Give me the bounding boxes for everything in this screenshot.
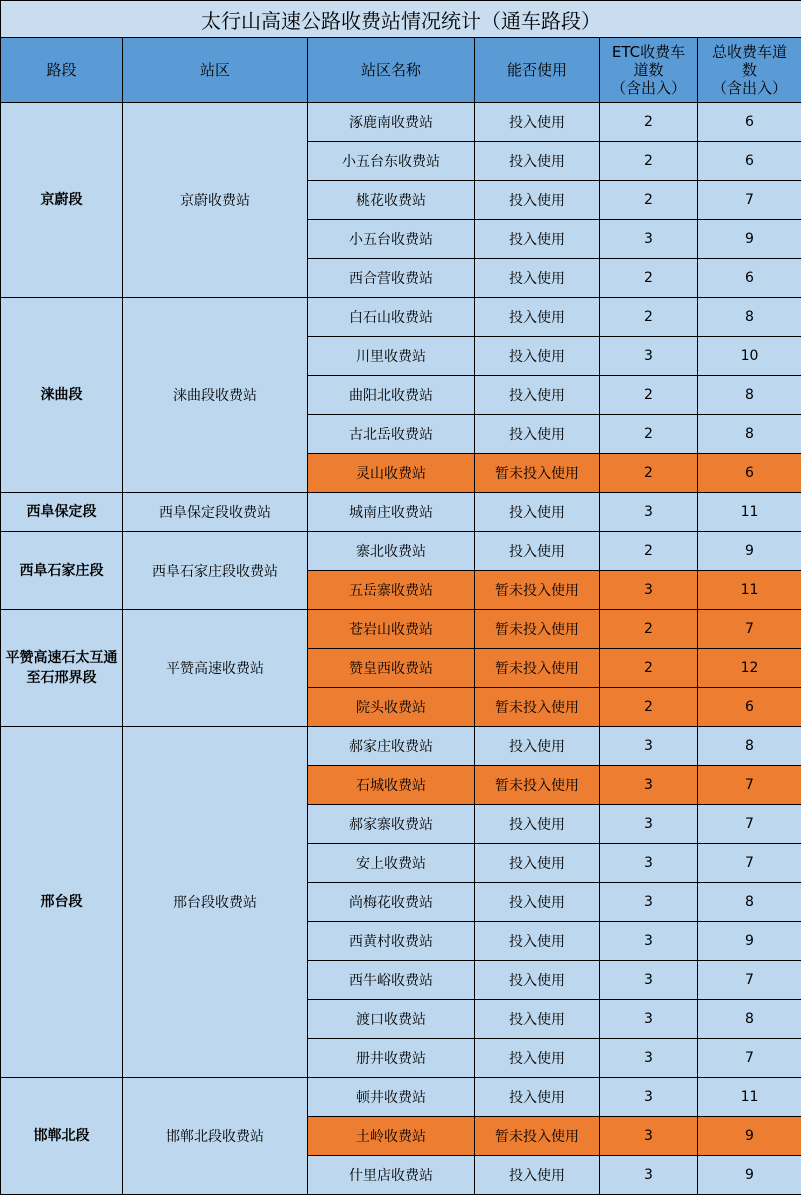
etc-lane-count: 3 (600, 883, 698, 922)
etc-lane-count: 2 (600, 454, 698, 493)
station-name: 尚梅花收费站 (308, 883, 475, 922)
total-lane-count: 8 (698, 1000, 801, 1039)
table-row (1, 610, 801, 649)
etc-lane-count: 2 (600, 181, 698, 220)
header-station: 站区名称 (308, 38, 475, 103)
etc-lane-count: 3 (600, 1000, 698, 1039)
total-lane-count: 7 (698, 844, 801, 883)
usage-status: 投入使用 (475, 1156, 600, 1195)
usage-status: 暂未投入使用 (475, 571, 600, 610)
usage-status: 投入使用 (475, 142, 600, 181)
etc-lane-count: 3 (600, 1039, 698, 1078)
station-name: 白石山收费站 (308, 298, 475, 337)
etc-lane-count: 3 (600, 961, 698, 1000)
station-name: 西黄村收费站 (308, 922, 475, 961)
total-lane-count: 11 (698, 1078, 801, 1117)
station-name: 土岭收费站 (308, 1117, 475, 1156)
total-lane-count: 7 (698, 805, 801, 844)
station-name: 顿井收费站 (308, 1078, 475, 1117)
area-name: 平赞高速收费站 (123, 610, 308, 727)
total-lane-count: 11 (698, 571, 801, 610)
etc-lane-count: 2 (600, 649, 698, 688)
usage-status: 投入使用 (475, 298, 600, 337)
header-segment: 路段 (1, 38, 123, 103)
total-lane-count: 6 (698, 454, 801, 493)
table-row (1, 493, 801, 532)
area-name: 京蔚收费站 (123, 103, 308, 298)
segment-name: 涞曲段 (1, 298, 123, 493)
table-row (1, 298, 801, 337)
total-lane-count: 7 (698, 1039, 801, 1078)
header-etc-lanes (600, 38, 698, 103)
table-title: 太行山高速公路收费站情况统计（通车路段） (1, 1, 801, 38)
station-name: 川里收费站 (308, 337, 475, 376)
total-lane-count: 11 (698, 493, 801, 532)
segment-name: 邯郸北段 (1, 1078, 123, 1195)
etc-lane-count: 2 (600, 142, 698, 181)
usage-status: 投入使用 (475, 181, 600, 220)
etc-lane-count: 3 (600, 220, 698, 259)
usage-status: 投入使用 (475, 220, 600, 259)
total-lane-count: 8 (698, 376, 801, 415)
table-row (1, 1078, 801, 1117)
total-lane-count: 8 (698, 727, 801, 766)
area-name: 西阜保定段收费站 (123, 493, 308, 532)
total-lane-count: 8 (698, 883, 801, 922)
table-row (1, 103, 801, 142)
segment-name: 西阜保定段 (1, 493, 123, 532)
usage-status: 投入使用 (475, 103, 600, 142)
area-name: 西阜石家庄段收费站 (123, 532, 308, 610)
station-name: 苍岩山收费站 (308, 610, 475, 649)
usage-status: 投入使用 (475, 259, 600, 298)
usage-status: 暂未投入使用 (475, 1117, 600, 1156)
station-name: 西合营收费站 (308, 259, 475, 298)
segment-name: 京蔚段 (1, 103, 123, 298)
total-lane-count: 10 (698, 337, 801, 376)
usage-status: 投入使用 (475, 805, 600, 844)
usage-status: 投入使用 (475, 1000, 600, 1039)
station-name: 曲阳北收费站 (308, 376, 475, 415)
etc-lane-count: 3 (600, 571, 698, 610)
etc-lane-count: 2 (600, 532, 698, 571)
header-total-lanes (698, 38, 801, 103)
etc-lane-count: 2 (600, 415, 698, 454)
etc-lane-count: 3 (600, 1156, 698, 1195)
usage-status: 投入使用 (475, 961, 600, 1000)
header-etc-line1: ETC收费车 (611, 43, 686, 61)
station-name: 小五台收费站 (308, 220, 475, 259)
total-lane-count: 7 (698, 961, 801, 1000)
etc-lane-count: 2 (600, 688, 698, 727)
header-etc-line3: （含出入） (610, 79, 686, 97)
table-row (1, 532, 801, 571)
header-etc-line2: 道数 (633, 61, 664, 79)
station-name: 西牛峪收费站 (308, 961, 475, 1000)
station-name: 渡口收费站 (308, 1000, 475, 1039)
area-name: 涞曲段收费站 (123, 298, 308, 493)
total-lane-count: 6 (698, 259, 801, 298)
header-usable: 能否使用 (475, 38, 600, 103)
etc-lane-count: 3 (600, 493, 698, 532)
total-lane-count: 9 (698, 1117, 801, 1156)
station-name: 册井收费站 (308, 1039, 475, 1078)
station-name: 古北岳收费站 (308, 415, 475, 454)
usage-status: 投入使用 (475, 493, 600, 532)
station-name: 桃花收费站 (308, 181, 475, 220)
etc-lane-count: 2 (600, 376, 698, 415)
etc-lane-count: 3 (600, 922, 698, 961)
area-name: 邢台段收费站 (123, 727, 308, 1078)
total-lane-count: 7 (698, 610, 801, 649)
usage-status: 投入使用 (475, 727, 600, 766)
header-total-line1: 总收费车道 (712, 43, 788, 61)
station-name: 石城收费站 (308, 766, 475, 805)
area-name: 邯郸北段收费站 (123, 1078, 308, 1195)
total-lane-count: 9 (698, 220, 801, 259)
table-body (1, 103, 801, 1195)
usage-status: 投入使用 (475, 922, 600, 961)
total-lane-count: 7 (698, 766, 801, 805)
usage-status: 投入使用 (475, 1078, 600, 1117)
usage-status: 投入使用 (475, 337, 600, 376)
usage-status: 暂未投入使用 (475, 610, 600, 649)
total-lane-count: 9 (698, 1156, 801, 1195)
usage-status: 投入使用 (475, 376, 600, 415)
header-total-line3: （含出入） (712, 79, 788, 97)
etc-lane-count: 3 (600, 1078, 698, 1117)
segment-name: 平赞高速石太互通至石邢界段 (1, 610, 123, 727)
etc-lane-count: 2 (600, 103, 698, 142)
station-name: 寨北收费站 (308, 532, 475, 571)
header-total-line2: 数 (742, 61, 758, 79)
etc-lane-count: 3 (600, 844, 698, 883)
usage-status: 投入使用 (475, 532, 600, 571)
total-lane-count: 8 (698, 298, 801, 337)
usage-status: 暂未投入使用 (475, 649, 600, 688)
usage-status: 投入使用 (475, 844, 600, 883)
total-lane-count: 6 (698, 142, 801, 181)
total-lane-count: 8 (698, 415, 801, 454)
station-name: 郝家寨收费站 (308, 805, 475, 844)
total-lane-count: 12 (698, 649, 801, 688)
total-lane-count: 6 (698, 103, 801, 142)
usage-status: 暂未投入使用 (475, 688, 600, 727)
station-name: 五岳寨收费站 (308, 571, 475, 610)
etc-lane-count: 3 (600, 805, 698, 844)
etc-lane-count: 3 (600, 766, 698, 805)
station-name: 院头收费站 (308, 688, 475, 727)
etc-lane-count: 3 (600, 337, 698, 376)
usage-status: 投入使用 (475, 1039, 600, 1078)
segment-name: 邢台段 (1, 727, 123, 1078)
station-name: 涿鹿南收费站 (308, 103, 475, 142)
usage-status: 暂未投入使用 (475, 766, 600, 805)
total-lane-count: 6 (698, 688, 801, 727)
etc-lane-count: 2 (600, 610, 698, 649)
station-name: 小五台东收费站 (308, 142, 475, 181)
segment-name: 西阜石家庄段 (1, 532, 123, 610)
total-lane-count: 7 (698, 181, 801, 220)
station-name: 城南庄收费站 (308, 493, 475, 532)
total-lane-count: 9 (698, 922, 801, 961)
station-name: 什里店收费站 (308, 1156, 475, 1195)
usage-status: 投入使用 (475, 883, 600, 922)
etc-lane-count: 2 (600, 259, 698, 298)
station-name: 安上收费站 (308, 844, 475, 883)
header-area: 站区 (123, 38, 308, 103)
usage-status: 暂未投入使用 (475, 454, 600, 493)
etc-lane-count: 2 (600, 298, 698, 337)
station-name: 郝家庄收费站 (308, 727, 475, 766)
etc-lane-count: 3 (600, 1117, 698, 1156)
station-name: 灵山收费站 (308, 454, 475, 493)
station-name: 赞皇西收费站 (308, 649, 475, 688)
etc-lane-count: 3 (600, 727, 698, 766)
table-row (1, 727, 801, 766)
total-lane-count: 9 (698, 532, 801, 571)
usage-status: 投入使用 (475, 415, 600, 454)
